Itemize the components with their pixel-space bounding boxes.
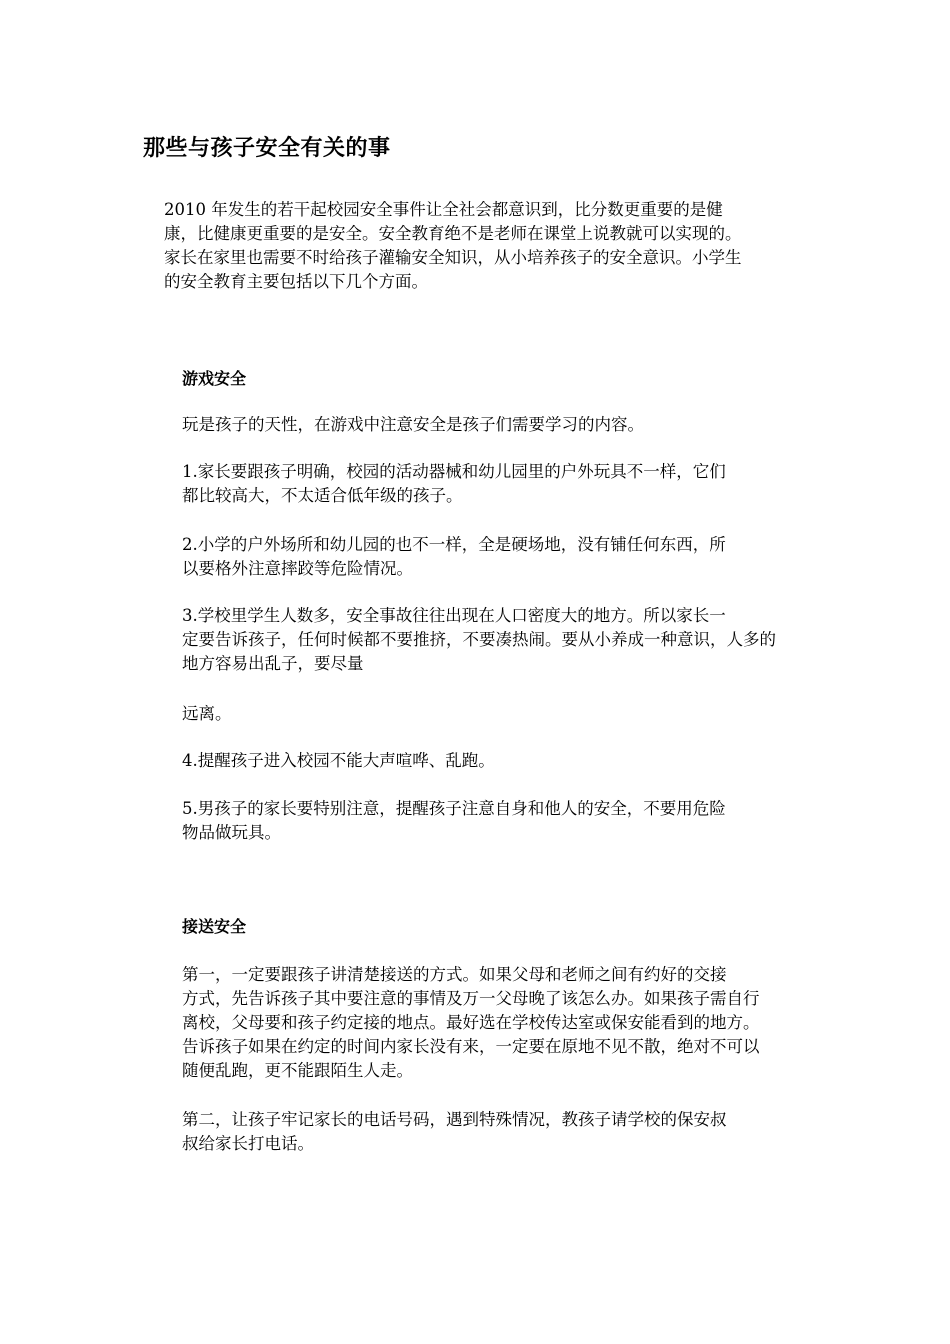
paragraph-line: 4.提醒孩子进入校园不能大声喧哗、乱跑。: [182, 751, 495, 770]
intro-line: 的安全教育主要包括以下几个方面。: [164, 272, 428, 291]
paragraph-line: 物品做玩具。: [182, 823, 281, 842]
intro-line: 2010 年发生的若干起校园安全事件让全社会都意识到，比分数更重要的是健: [164, 200, 723, 219]
paragraph-line: 都比较高大，不太适合低年级的孩子。: [182, 486, 463, 505]
paragraph-line: 1.家长要跟孩子明确，校园的活动器械和幼儿园里的户外玩具不一样，它们: [182, 462, 726, 481]
paragraph-line: 告诉孩子如果在约定的时间内家长没有来，一定要在原地不见不散，绝对不可以: [182, 1037, 760, 1056]
intro-line: 家长在家里也需要不时给孩子灌输安全知识，从小培养孩子的安全意识。小学生: [164, 248, 742, 267]
paragraph-line: 随便乱跑，更不能跟陌生人走。: [182, 1061, 413, 1080]
paragraph-line: 玩是孩子的天性，在游戏中注意安全是孩子们需要学习的内容。: [182, 415, 644, 434]
pickup-safety-first: [143, 963, 810, 1083]
paragraph-line: 叔给家长打电话。: [182, 1134, 314, 1153]
document-title: 那些与孩子安全有关的事: [143, 136, 391, 161]
section-heading-game-safety: 游戏安全: [182, 369, 247, 388]
paragraph-line: 远离。: [182, 704, 232, 723]
game-safety-item-5: [143, 797, 810, 845]
paragraph-line: 第二，让孩子牢记家长的电话号码，遇到特殊情况，教孩子请学校的保安叔: [182, 1110, 727, 1129]
paragraph-line: 2.小学的户外场所和幼儿园的也不一样，全是硬场地，没有铺任何东西，所: [182, 535, 726, 554]
paragraph-line: 以要格外注意摔跤等危险情况。: [182, 559, 413, 578]
pickup-safety-second: [143, 1108, 810, 1156]
game-safety-intro: [143, 413, 810, 437]
intro-paragraph: [143, 198, 810, 294]
game-safety-item-3: [143, 604, 810, 676]
game-safety-item-1: [143, 460, 810, 508]
paragraph-line: 3.学校里学生人数多，安全事故往往出现在人口密度大的地方。所以家长一: [182, 606, 726, 625]
game-safety-item-4: [143, 749, 810, 773]
paragraph-line: 离校，父母要和孩子约定接的地点。最好选在学校传达室或保安能看到的地方。: [182, 1013, 760, 1032]
paragraph-line: 定要告诉孩子，任何时候都不要推挤，不要凑热闹。要从小养成一种意识，人多的: [182, 630, 776, 649]
intro-line: 康，比健康更重要的是安全。安全教育绝不是老师在课堂上说教就可以实现的。: [164, 224, 742, 243]
game-safety-item-2: [143, 533, 810, 581]
game-safety-item-3-continued: [143, 702, 810, 726]
paragraph-line: 地方容易出乱子，要尽量: [182, 654, 364, 673]
paragraph-line: 第一，一定要跟孩子讲清楚接送的方式。如果父母和老师之间有约好的交接: [182, 965, 727, 984]
section-heading-pickup-safety: 接送安全: [182, 917, 247, 936]
paragraph-line: 5.男孩子的家长要特别注意，提醒孩子注意自身和他人的安全，不要用危险: [182, 799, 726, 818]
paragraph-line: 方式，先告诉孩子其中要注意的事情及万一父母晚了该怎么办。如果孩子需自行: [182, 989, 760, 1008]
